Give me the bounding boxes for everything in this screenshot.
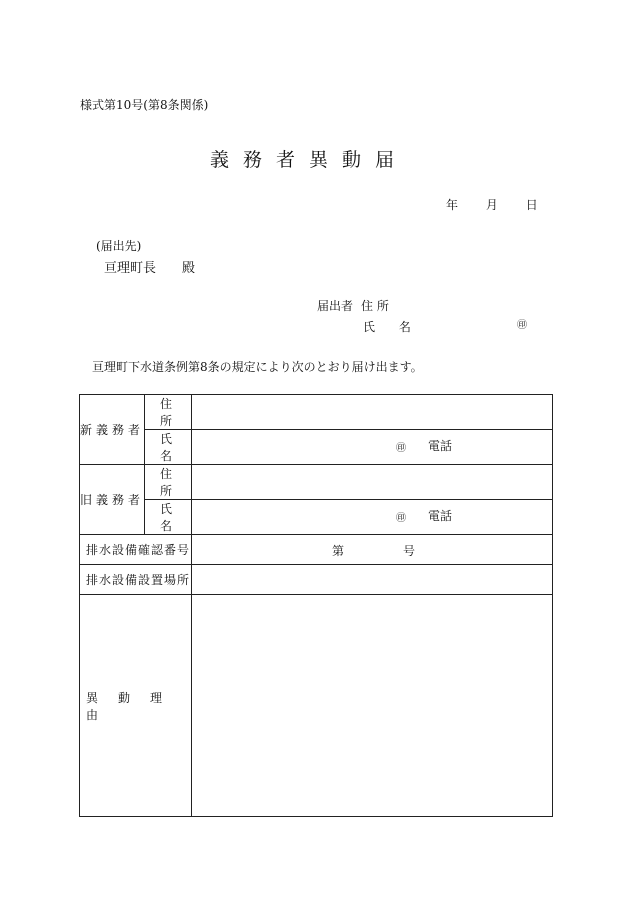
table-row: [80, 430, 553, 465]
old-obligor-label: 旧義務者: [80, 465, 145, 535]
table-row: [80, 565, 553, 595]
table-row: [80, 535, 553, 565]
confirmation-number-field[interactable]: [192, 535, 553, 565]
date-day-label: 日: [525, 198, 538, 212]
old-obligor-name-field[interactable]: [192, 500, 553, 535]
table-row: [80, 500, 553, 535]
date-month-label: 月: [485, 198, 498, 212]
intro-statement: 亘理町下水道条例第8条の規定により次のとおり届け出ます。: [92, 360, 423, 374]
change-reason-field[interactable]: [192, 595, 553, 817]
new-obligor-address-field[interactable]: [192, 395, 553, 430]
old-obligor-address-label: 住 所: [145, 465, 192, 500]
table-row: [80, 395, 553, 430]
phone-label: 電話: [428, 439, 453, 453]
seal-mark: ㊞: [396, 443, 406, 454]
seal-mark: ㊞: [517, 320, 527, 331]
addressee-honorific: 殿: [182, 261, 196, 276]
form-number: 様式第10号(第8条関係): [80, 98, 209, 112]
new-obligor-name-label: 氏 名: [145, 430, 192, 465]
notifier-label: 届出者: [317, 299, 354, 313]
date-year-label: 年: [446, 198, 459, 212]
number-prefix: 第: [332, 544, 345, 558]
change-reason-char: 由: [86, 707, 99, 722]
change-reason-char: 理: [150, 690, 163, 705]
new-obligor-label: 新義務者: [80, 395, 145, 465]
date-row: [446, 196, 538, 213]
notifier-address-row: [317, 297, 389, 314]
addressee: [104, 257, 195, 276]
notification-table: [79, 394, 553, 817]
new-obligor-address-label: 住 所: [145, 395, 192, 430]
installation-location-field[interactable]: [192, 565, 553, 595]
change-reason-char: 動: [118, 690, 131, 705]
number-suffix: 号: [403, 544, 416, 558]
notifier-name-label: 氏 名: [363, 320, 421, 334]
confirmation-number-label: 排水設備確認番号: [80, 535, 192, 565]
table-row: [80, 595, 553, 817]
change-reason-char: 異: [86, 690, 99, 705]
addressee-name: 亘理町長: [104, 261, 157, 276]
phone-label: 電話: [428, 509, 453, 523]
form-title: 義務者異動届: [210, 149, 409, 171]
change-reason-label: [80, 595, 192, 817]
installation-location-label: 排水設備設置場所: [80, 565, 192, 595]
table-row: [80, 465, 553, 500]
old-obligor-address-field[interactable]: [192, 465, 553, 500]
notifier-address-label: 住 所: [361, 299, 389, 313]
seal-mark: ㊞: [396, 513, 406, 524]
new-obligor-name-field[interactable]: [192, 430, 553, 465]
old-obligor-name-label: 氏 名: [145, 500, 192, 535]
addressee-label: (届出先): [96, 239, 142, 253]
